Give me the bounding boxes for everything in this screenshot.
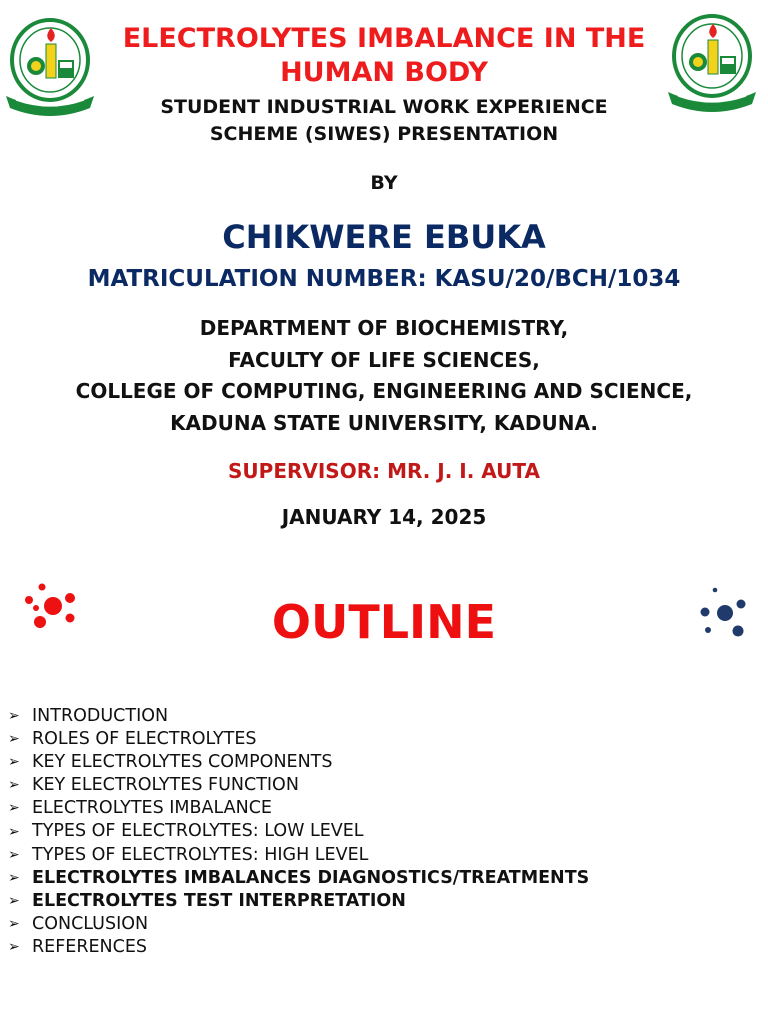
list-item: ➢ KEY ELECTROLYTES COMPONENTS	[8, 751, 748, 774]
title-line-2: HUMAN BODY	[280, 57, 488, 88]
list-item: ➢ TYPES OF ELECTROLYTES: LOW LEVEL	[8, 820, 748, 843]
arrow-bullet-icon: ➢	[8, 938, 20, 955]
affiliation-line-3: COLLEGE OF COMPUTING, ENGINEERING AND SCIENCE,	[75, 379, 693, 403]
list-item: ➢ REFERENCES	[8, 936, 748, 959]
subtitle-line-1: STUDENT INDUSTRIAL WORK EXPERIENCE	[160, 96, 608, 118]
arrow-bullet-icon: ➢	[8, 823, 20, 840]
affiliation-line-1: DEPARTMENT OF BIOCHEMISTRY,	[199, 316, 569, 340]
outline-list	[8, 705, 748, 959]
list-item: ➢ KEY ELECTROLYTES FUNCTION	[8, 774, 748, 797]
affiliation-line-4: KADUNA STATE UNIVERSITY, KADUNA.	[170, 410, 598, 435]
presentation-title	[84, 22, 684, 90]
list-item: ➢ ROLES OF ELECTROLYTES	[8, 728, 748, 751]
supervisor-label: SUPERVISOR: MR. J. I. AUTA	[228, 459, 540, 483]
list-item: ➢ INTRODUCTION	[8, 705, 748, 728]
presentation-date: JANUARY 14, 2025	[281, 505, 487, 529]
by-label: BY	[370, 172, 398, 194]
list-item: ➢ CONCLUSION	[8, 913, 748, 936]
presentation-subtitle	[0, 94, 768, 148]
arrow-bullet-icon: ➢	[8, 800, 20, 817]
matriculation-number: MATRICULATION NUMBER: KASU/20/BCH/1034	[87, 266, 681, 292]
arrow-bullet-icon: ➢	[8, 777, 20, 794]
arrow-bullet-icon: ➢	[8, 731, 20, 748]
list-item: ➢ ELECTROLYTES IMBALANCE	[8, 797, 748, 820]
title-line-1: ELECTROLYTES IMBALANCE IN THE	[122, 23, 646, 54]
subtitle-line-2: SCHEME (SIWES) PRESENTATION	[209, 123, 559, 145]
arrow-bullet-icon: ➢	[8, 754, 20, 771]
arrow-bullet-icon: ➢	[8, 846, 20, 863]
list-item: ➢ ELECTROLYTES IMBALANCES DIAGNOSTICS/TREATMENTS	[8, 867, 748, 890]
author-name: CHIKWERE EBUKA	[222, 218, 546, 256]
list-item: ➢ ELECTROLYTES TEST INTERPRETATION	[8, 890, 748, 913]
list-item: ➢ TYPES OF ELECTROLYTES: HIGH LEVEL	[8, 844, 748, 867]
arrow-bullet-icon: ➢	[8, 915, 20, 932]
arrow-bullet-icon: ➢	[8, 869, 20, 886]
outline-heading: OUTLINE	[271, 595, 497, 649]
arrow-bullet-icon: ➢	[8, 708, 20, 725]
affiliation-line-2: FACULTY OF LIFE SCIENCES,	[228, 347, 540, 372]
arrow-bullet-icon: ➢	[8, 892, 20, 909]
affiliation-block	[0, 313, 768, 439]
